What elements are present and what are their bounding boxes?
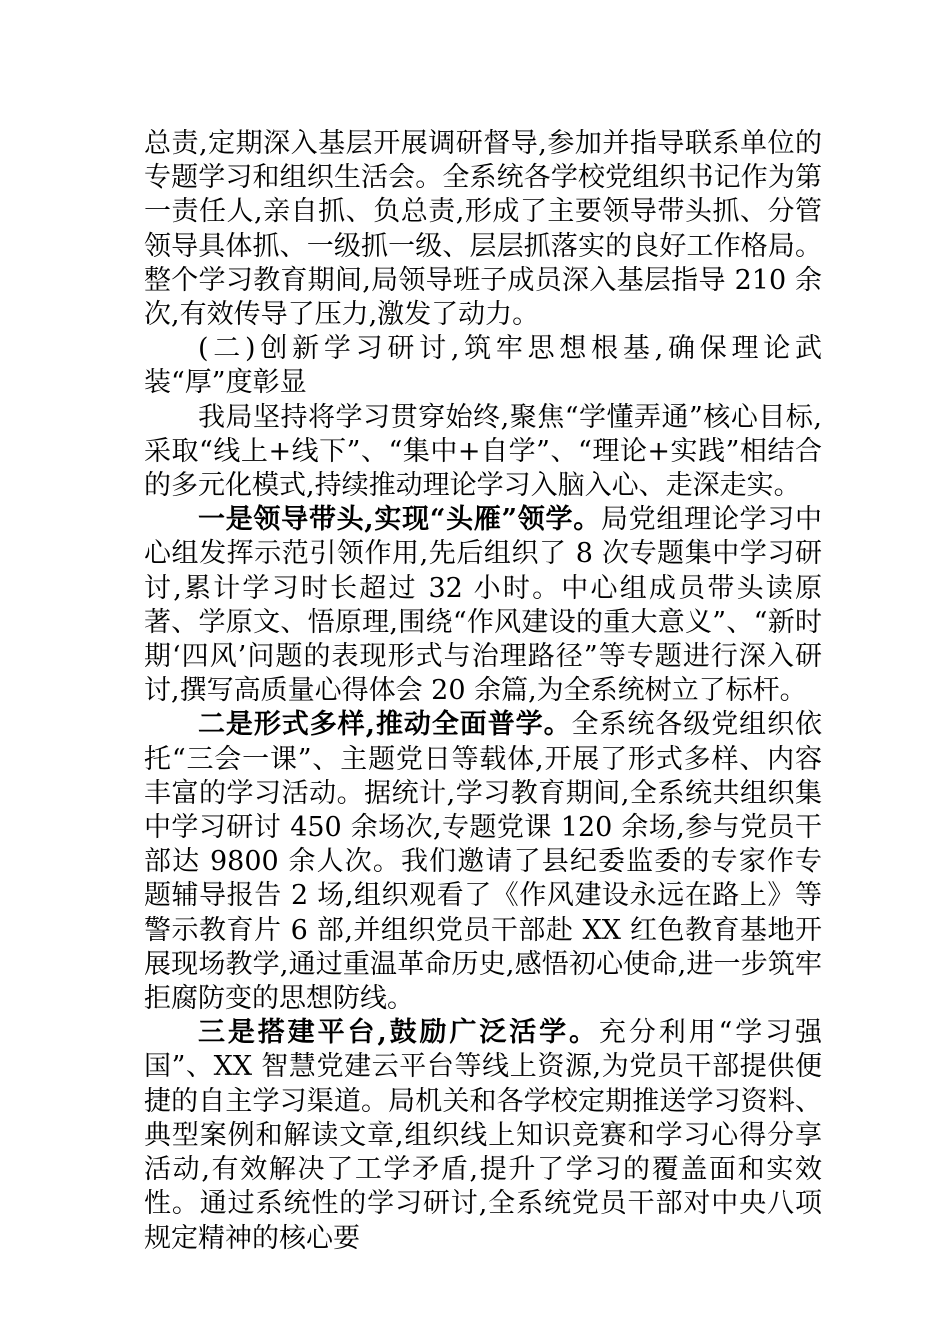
- section-heading-text: (二)创新学习研讨,筑牢思想根基,确保理论武装“厚”度彰显: [144, 333, 822, 399]
- paragraph-point-1: [144, 503, 822, 708]
- paragraph-text: 充分利用“学习强国”、XX 智慧党建云平台等线上资源,为党员干部提供便捷的自主学习渠道。局机关和各学校定期推送学习资料、典型案例和解读文章,组织线上知识竞赛和学习心得分享活动,有效解决了工学矛盾,提升了学习的覆盖面和实效性。通过系统性的学习研讨,全系统党员干部对中央八项规定精神的核心要: [144, 1017, 822, 1254]
- paragraph-text: 全系统各级党组织依托“三会一课”、主题党日等载体,开展了形式多样、内容丰富的学习活动。据统计,学习教育期间,全系统共组织集中学习研讨 450 余场次,专题党课 120 余场,参与党员干部达 9800 余人次。我们邀请了县纪委监委的专家作专题辅导报告 2 场,组织观看了《作风建设永远在路上》等警示教育片 6 部,并组织党员干部赴 XX 红色教育基地开展现场教学,通过重温革命历史,感悟初心使命,进一步筑牢拒腐防变的思想防线。: [144, 709, 823, 1015]
- paragraph-lead: 二是形式多样,推动全面普学。: [198, 709, 572, 741]
- paragraph-point-3: [144, 1016, 822, 1255]
- paragraph-lead: 三是搭建平台,鼓励广泛活学。: [198, 1017, 599, 1049]
- paragraph-continuation: [144, 127, 822, 332]
- document-body: [144, 127, 822, 1256]
- paragraph-lead: 一是领导带头,实现“头雁”领学。: [198, 504, 601, 536]
- paragraph-text: 总责,定期深入基层开展调研督导,参加并指导联系单位的专题学习和组织生活会。全系统各学校党组织书记作为第一责任人,亲自抓、负总责,形成了主要领导带头抓、分管领导具体抓、一级抓一级、层层抓落实的良好工作格局。整个学习教育期间,局领导班子成员深入基层指导 210 余次,有效传导了压力,激发了动力。: [144, 128, 822, 331]
- paragraph-text: 局党组理论学习中心组发挥示范引领作用,先后组织了 8 次专题集中学习研讨,累计学习时长超过 32 小时。中心组成员带头读原著、学原文、悟原理,围绕“作风建设的重大意义”、“新时期‘四风’问题的表现形式与治理路径”等专题进行深入研讨,撰写高质量心得体会 20 余篇,为全系统树立了标杆。: [144, 504, 822, 707]
- paragraph-intro: [144, 401, 822, 504]
- section-heading-2: [144, 332, 822, 400]
- paragraph-text: 我局坚持将学习贯穿始终,聚焦“学懂弄通”核心目标,采取“线上+线下”、“集中+自学”、“理论+实践”相结合的多元化模式,持续推动理论学习入脑入心、走深走实。: [144, 401, 822, 502]
- paragraph-point-2: [144, 708, 822, 1016]
